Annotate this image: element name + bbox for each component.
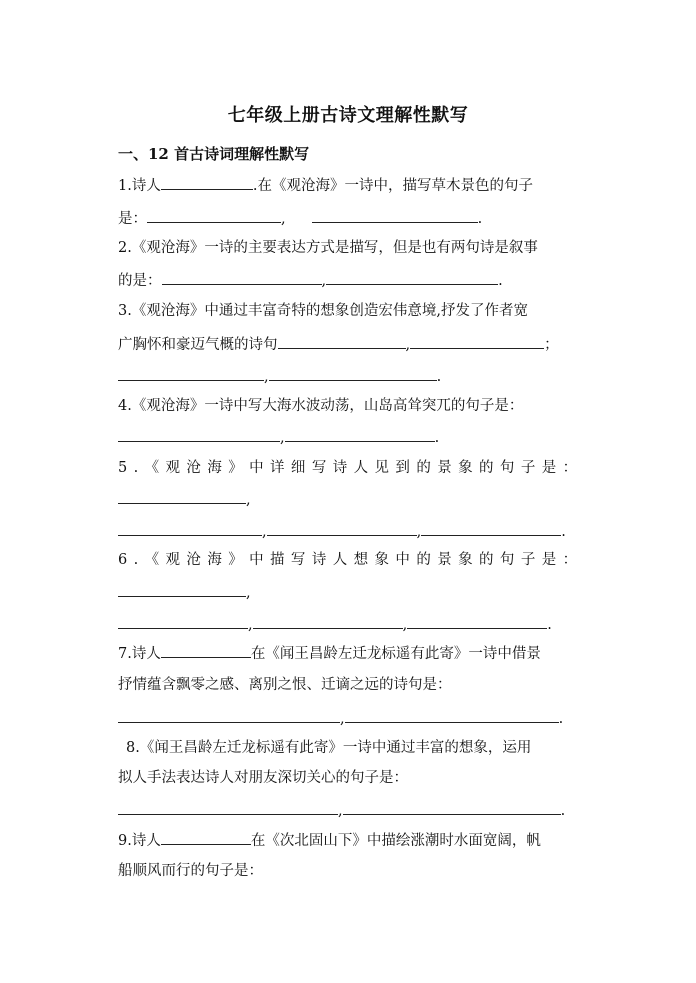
question-9-line-1 [118, 828, 541, 852]
q6-comma: , [246, 585, 251, 601]
q5-comma3: , [416, 524, 422, 540]
q4-blank-2[interactable] [285, 425, 435, 442]
q7-blank-poet[interactable] [161, 641, 251, 658]
q3-end: . [436, 369, 442, 385]
q4-end: . [434, 430, 440, 446]
question-5-line-3 [118, 519, 566, 543]
q7-text-a: 7.诗人 [118, 646, 161, 662]
worksheet-title: 七年级上册古诗文理解性默写 [227, 105, 469, 126]
q3-blank-4[interactable] [269, 364, 437, 381]
q6-blank-1[interactable] [118, 580, 246, 597]
q3-blank-3[interactable] [118, 364, 264, 381]
question-3-line-2 [118, 332, 559, 356]
q8-blank-1[interactable] [118, 798, 338, 815]
question-8-line-3 [118, 798, 565, 822]
q5-comma: , [246, 492, 251, 508]
q8-text-a: 8.《闻王昌龄左迁龙标遥有此寄》一诗中通过丰富的想象，运用 [126, 740, 532, 756]
q3-text-a: 3.《观沧海》中通过丰富奇特的想象创造宏伟意境,抒发了作者宽 [118, 303, 528, 319]
q8-comma: , [338, 803, 343, 819]
question-5-line-1 [118, 456, 584, 480]
q2-blank-1[interactable] [162, 268, 322, 285]
question-4-line-1 [118, 394, 523, 418]
question-9-line-2 [118, 859, 263, 883]
q1-blank-1[interactable] [147, 206, 281, 223]
q3-comma2: , [264, 369, 269, 385]
q5-comma2: , [262, 524, 267, 540]
q6-blank-2[interactable] [118, 612, 248, 629]
q5-text-a: 5.《观沧海》中详细写诗人见到的景象的句子是： [118, 460, 584, 476]
q6-end: . [547, 617, 552, 633]
question-8-line-2 [118, 766, 408, 790]
q1-end: . [477, 211, 483, 227]
q9-text-c: 船顺风而行的句子是： [118, 863, 263, 879]
q2-text-a: 2.《观沧海》一诗的主要表达方式是描写，但是也有两句诗是叙事 [118, 240, 538, 256]
question-7-line-3 [118, 706, 563, 730]
q9-text-b: 在《次北固山下》中描绘涨潮时水面宽阔，帆 [250, 833, 541, 849]
q5-blank-2[interactable] [118, 519, 262, 536]
q7-comma: , [340, 711, 345, 727]
q6-comma3: , [402, 617, 408, 633]
q5-blank-1[interactable] [118, 487, 246, 504]
q2-blank-2[interactable] [326, 268, 498, 285]
q4-text-a: 4.《观沧海》一诗中写大海水波动荡，山岛高耸突兀的句子是： [118, 398, 524, 414]
q6-blank-4[interactable] [407, 612, 547, 629]
question-7-line-1 [118, 641, 541, 665]
q1-blank-2[interactable] [312, 206, 478, 223]
q3-blank-2[interactable] [410, 332, 544, 349]
q9-blank-poet[interactable] [161, 828, 251, 845]
q8-text-b: 拟人手法表达诗人对朋友深切关心的句子是： [118, 770, 408, 786]
question-3-line-3 [118, 364, 441, 388]
q6-blank-3[interactable] [253, 612, 403, 629]
q4-blank-1[interactable] [118, 425, 280, 442]
q1-comma: , [281, 211, 286, 227]
q7-blank-2[interactable] [345, 706, 559, 723]
q7-end: . [558, 711, 564, 727]
q8-blank-2[interactable] [343, 798, 561, 815]
q2-text-b: 的是： [118, 273, 162, 289]
q8-end: . [560, 803, 566, 819]
question-8-line-1 [126, 736, 531, 760]
question-7-line-2 [118, 673, 452, 697]
section-heading: 一、12 首古诗词理解性默写 [118, 145, 310, 163]
question-1-line-2 [118, 206, 482, 230]
question-6-line-2 [118, 580, 251, 604]
q6-comma2: , [248, 617, 253, 633]
question-4-line-2 [118, 425, 439, 449]
q1-blank-poet[interactable] [161, 173, 253, 190]
q3-blank-1[interactable] [278, 332, 406, 349]
q2-end: . [498, 273, 503, 289]
q1-text-c: 是： [118, 211, 147, 227]
q5-blank-3[interactable] [267, 519, 417, 536]
q3-semi: ； [544, 337, 559, 353]
q9-text-a: 9.诗人 [118, 833, 161, 849]
q7-text-c: 抒情蕴含飘零之感、离别之恨、迁谪之远的诗句是： [118, 677, 452, 693]
question-6-line-1 [118, 548, 584, 572]
question-5-line-2 [118, 487, 251, 511]
question-3-line-1 [118, 299, 528, 323]
question-2-line-2 [118, 268, 503, 292]
q6-text-a: 6.《观沧海》中描写诗人想象中的景象的句子是： [118, 552, 584, 568]
q1-text-a: 1.诗人 [118, 178, 161, 194]
question-1-line-1 [118, 173, 533, 197]
q5-end: . [561, 524, 566, 540]
q7-text-b: 在《闻王昌龄左迁龙标遥有此寄》一诗中借景 [250, 646, 541, 662]
q4-comma: , [280, 430, 285, 446]
q3-text-b: 广胸怀和豪迈气概的诗句 [118, 337, 278, 353]
q5-blank-4[interactable] [421, 519, 561, 536]
q3-comma: , [405, 337, 411, 353]
question-2-line-1 [118, 236, 538, 260]
q7-blank-1[interactable] [118, 706, 340, 723]
question-6-line-3 [118, 612, 552, 636]
q1-text-b: .在《观沧海》一诗中，描写草木景色的句子 [252, 178, 533, 194]
q2-comma: , [321, 273, 327, 289]
